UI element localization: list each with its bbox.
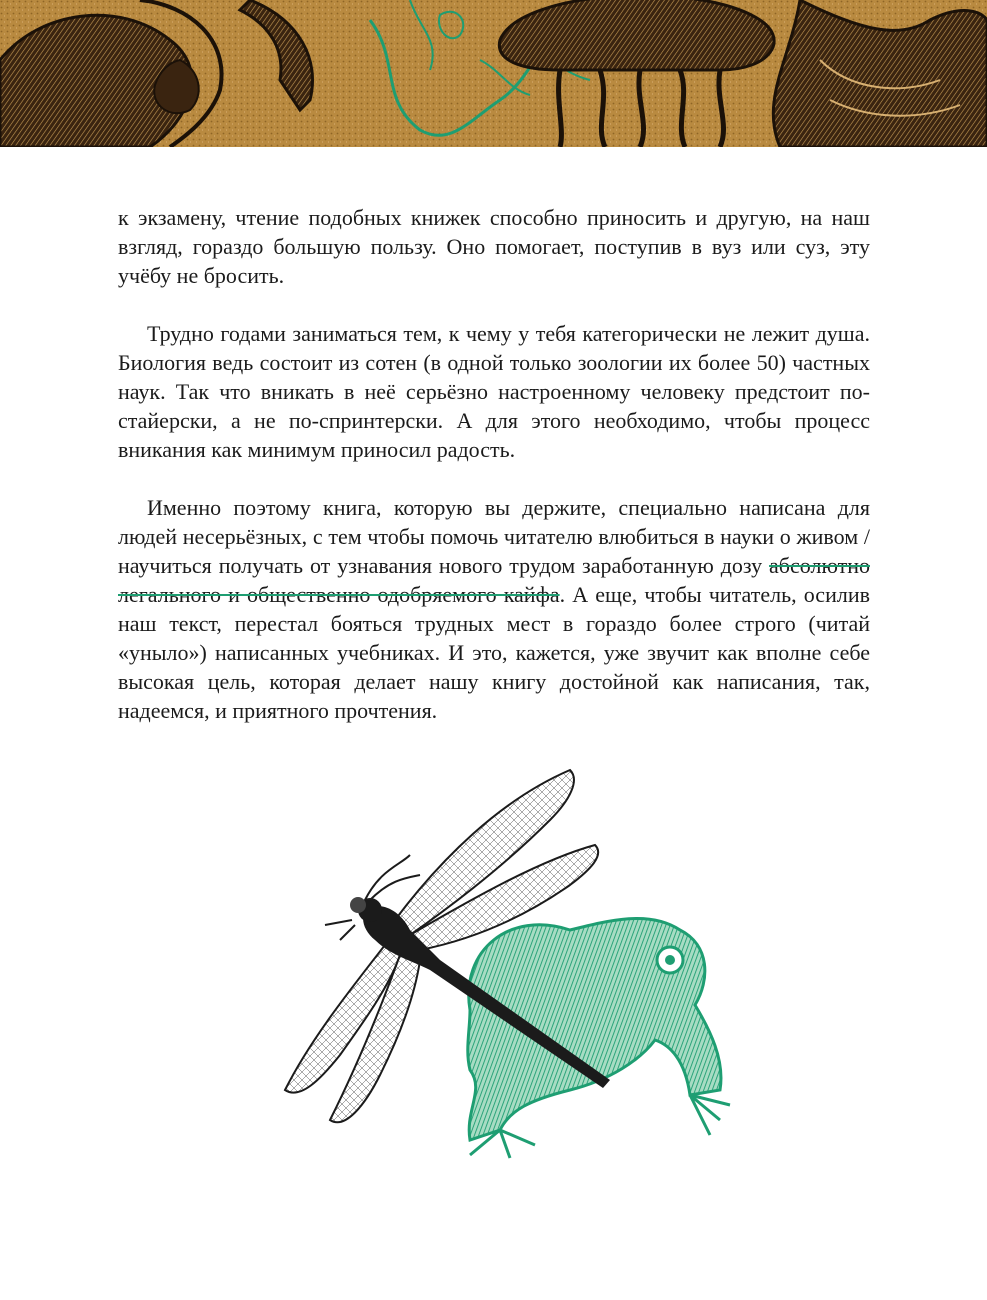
paragraph-1: к экзамену, чтение подобных книжек способно приносить и другую, на наш взгляд, гораздо большую пользу. Оно помогает, поступив в вуз или суз, эту учёбу не бросить. xyxy=(118,205,870,288)
paragraph-3-end: . А еще, чтобы читатель, осилив наш текст, перестал бояться трудных мест в гораздо более строго (читай «уныло») написанных учебниках. И это, кажется, уже звучит как вполне себе высокая цель, которая делает нашу книгу достойной как написания, так, надеемся, и приятного прочтения. xyxy=(118,582,870,723)
struck-through-phrase: абсолютно легального и общественно одобряемого кайфа xyxy=(118,553,870,607)
dragonfly-frog-illustration xyxy=(270,760,750,1160)
paragraph-3-start: Именно поэтому книга, которую вы держите, специально написана для людей несерьёзных, с тем чтобы помочь читателю влюбиться в науки о живом / научиться получать от узнавания нового трудом заработанную дозу xyxy=(118,495,870,578)
paragraph-2: Трудно годами заниматься тем, к чему у тебя категорически не лежит душа. Биология ведь состоит из сотен (в одной только зоологии их более 50) частных наук. Так что вникать в неё серьёзно настроенному человеку предстоит по-стайерски, а не по-спринтерски. А для этого необходимо, чтобы процесс вникания как минимум приносил радость. xyxy=(118,321,870,462)
paragraph-3 xyxy=(118,493,870,725)
anatomical-engraving-image xyxy=(0,0,987,147)
header-banner xyxy=(0,0,987,147)
body-text xyxy=(118,203,870,754)
frog-engraving xyxy=(468,918,730,1158)
